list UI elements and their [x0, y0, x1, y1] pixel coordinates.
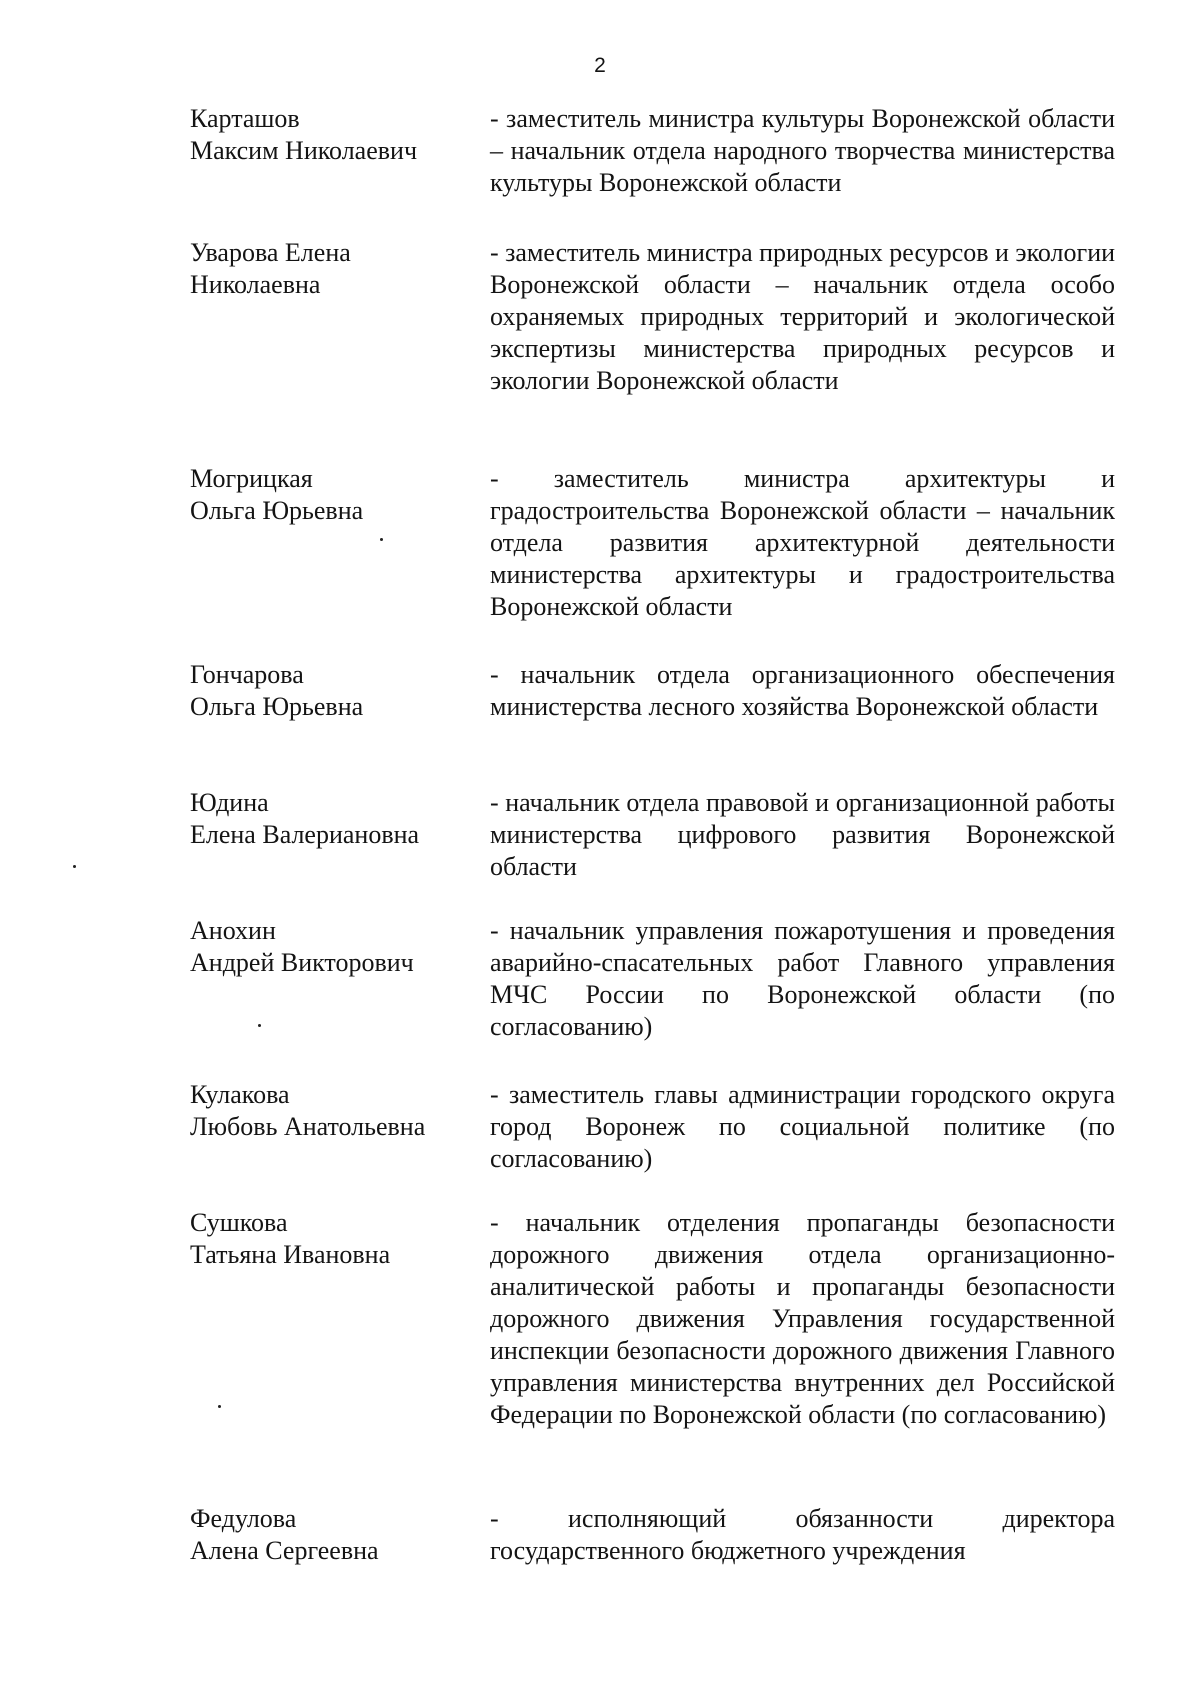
member-surname: Кулакова [190, 1080, 290, 1109]
member-given-names: Ольга Юрьевна [190, 496, 364, 525]
member-given-names: Николаевна [190, 270, 321, 299]
member-given-names: Елена Валериановна [190, 820, 420, 849]
member-name [190, 915, 470, 979]
scan-speck [258, 1024, 261, 1027]
scan-speck [218, 1405, 221, 1408]
member-surname: Сушкова [190, 1208, 288, 1237]
member-surname: Федулова [190, 1504, 297, 1533]
member-name [190, 659, 470, 723]
member-name [190, 103, 470, 167]
member-given-names: Андрей Викторович [190, 948, 414, 977]
member-given-names: Любовь Анатольевна [190, 1112, 426, 1141]
member-position: - начальник управления пожаротушения и проведения аварийно-спасательных работ Главного управления МЧС России по Воронежской области (по согласованию) [490, 916, 1115, 1041]
member-name [190, 1207, 470, 1271]
member-position: - начальник отдела организационного обеспечения министерства лесного хозяйства Воронежской области [490, 660, 1115, 721]
scan-speck [380, 538, 383, 541]
member-surname: Юдина [190, 788, 269, 817]
member-name [190, 787, 470, 851]
member-position: - заместитель министра культуры Воронежской области – начальник отдела народного творчества министерства культуры Воронежской области [490, 104, 1115, 197]
member-name [190, 237, 470, 301]
member-surname: Карташов [190, 104, 300, 133]
member-position: - начальник отдела правовой и организационной работы министерства цифрового развития Воронежской области [490, 788, 1115, 881]
member-given-names: Максим Николаевич [190, 136, 418, 165]
member-surname: Уварова Елена [190, 238, 351, 267]
member-position: - заместитель министра архитектуры и градостроительства Воронежской области – начальник отдела развития архитектурной деятельности министерства архитектуры и градостроительства Воронежской области [490, 464, 1115, 621]
member-surname: Гончарова [190, 660, 304, 689]
member-position: - заместитель министра природных ресурсов и экологии Воронежской области – начальник отдела особо охраняемых природных территорий и экологической экспертизы министерства природных ресурсов и экологии Воронежской области [490, 238, 1116, 395]
member-surname: Анохин [190, 916, 276, 945]
member-name [190, 1503, 470, 1567]
member-position: - начальник отделения пропаганды безопасности дорожного движения отдела организационно-аналитической работы и пропаганды безопасности дорожного движения Управления государственной инспекции безопасности дорожного движения Главного управления министерства внутренних дел Российской Федерации по Воронежской области (по согласованию) [490, 1208, 1115, 1429]
member-position: - заместитель главы администрации городского округа город Воронеж по социальной политике (по согласованию) [490, 1080, 1115, 1173]
member-position: - исполняющий обязанности директора государственного бюджетного учреждения [490, 1504, 1115, 1565]
member-given-names: Ольга Юрьевна [190, 692, 364, 721]
member-name [190, 463, 470, 527]
member-name [190, 1079, 470, 1143]
member-given-names: Алена Сергеевна [190, 1536, 379, 1565]
member-given-names: Татьяна Ивановна [190, 1240, 391, 1269]
page-number: 2 [594, 54, 606, 77]
member-surname: Могрицкая [190, 464, 313, 493]
scan-speck [73, 865, 76, 868]
